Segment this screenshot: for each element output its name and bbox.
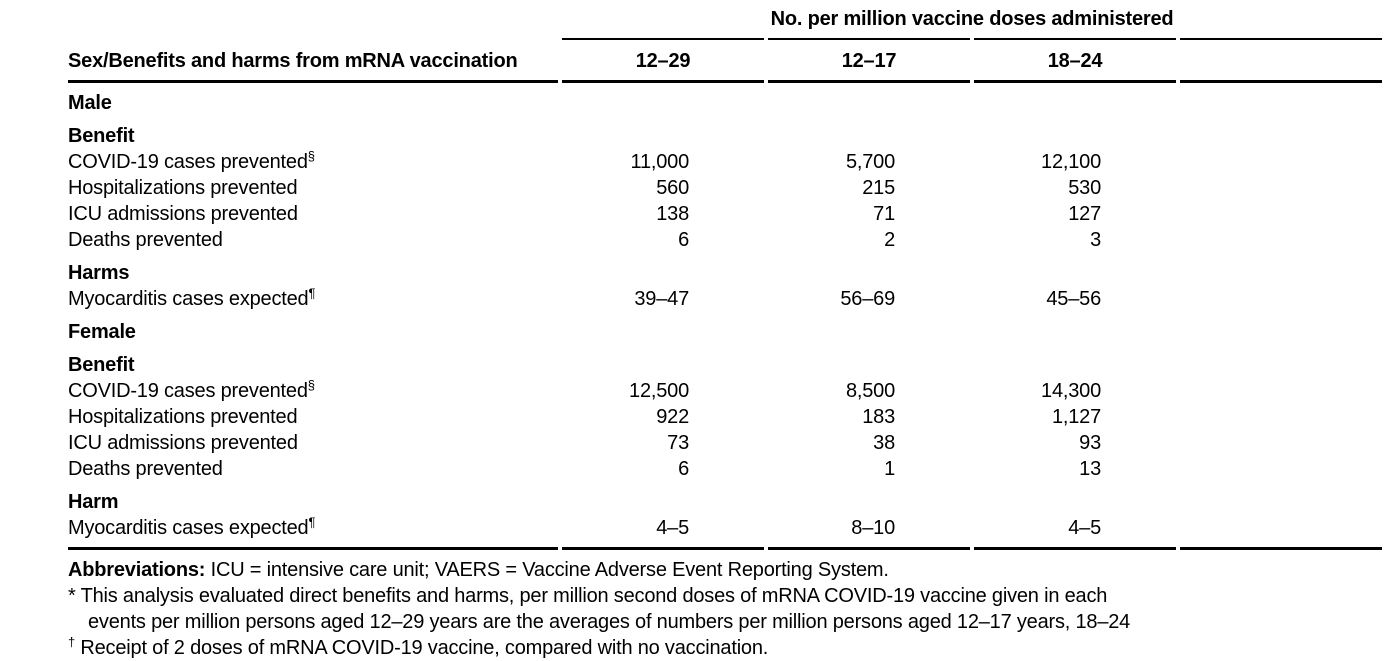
abbreviations-text: ICU = intensive care unit; VAERS = Vaccine Adverse Event Reporting System.: [205, 559, 889, 581]
table-row: [68, 201, 1382, 227]
col-header-18-24: 18–24: [974, 38, 1176, 83]
value-cell: 38: [873, 432, 895, 454]
row-label-text: Myocarditis cases expected: [68, 288, 309, 310]
table-row: [68, 430, 1382, 456]
value-cell: 8–10: [768, 515, 970, 550]
row-label-text: Myocarditis cases expected: [68, 517, 309, 539]
benefits-harms-table: [64, 0, 1386, 550]
value-cell: 6: [678, 458, 689, 480]
col-header-12-17: 12–17: [768, 38, 970, 83]
row-label-text: Deaths prevented: [68, 458, 223, 480]
table-row: [68, 149, 1382, 175]
footnote-asterisk: * This analysis evaluated direct benefits and harms, per million second doses of mRNA COVID-19 vaccine given in each: [68, 585, 1108, 607]
table-row: [68, 515, 1382, 550]
value-cell: 1: [884, 458, 895, 480]
table-row: [68, 378, 1382, 404]
table-row: [68, 286, 1382, 312]
dagger-text: Receipt of 2 doses of mRNA COVID-19 vaccine, compared with no vaccination.: [75, 637, 769, 659]
footnote-asterisk-continuation: events per million persons aged 12–29 years are the averages of numbers per million persons aged 12–17 years, 18–24: [88, 611, 1131, 633]
value-cell: 56–69: [840, 288, 895, 310]
table-row: [68, 175, 1382, 201]
footnote-marker: ¶: [308, 285, 316, 301]
row-label-text: ICU admissions prevented: [68, 432, 298, 454]
group-label: Benefit: [68, 125, 135, 147]
section-row-female: [68, 312, 1382, 345]
group-row-female-harm: [68, 482, 1382, 515]
row-label: [68, 201, 558, 227]
value-cell: 3: [1090, 229, 1101, 251]
value-cell-clipped: [1180, 175, 1382, 201]
section-row-male: [68, 83, 1382, 116]
value-cell-clipped: [1180, 201, 1382, 227]
value-cell: 73: [667, 432, 689, 454]
row-label-text: ICU admissions prevented: [68, 203, 298, 225]
group-label: Harms: [68, 262, 130, 284]
group-row-male-harms: [68, 253, 1382, 286]
value-cell: 39–47: [634, 288, 689, 310]
footnote-dagger: [68, 635, 1136, 661]
row-label: [68, 286, 558, 312]
value-cell: 4–5: [562, 515, 764, 550]
value-cell: 12,500: [629, 380, 689, 402]
column-header-row: [68, 38, 1382, 83]
value-cell: 560: [656, 177, 689, 199]
row-label-text: Hospitalizations prevented: [68, 177, 298, 199]
value-cell: 1,127: [1051, 406, 1101, 428]
value-cell: 5,700: [845, 151, 895, 173]
value-cell: 45–56: [1046, 288, 1101, 310]
value-cell: 93: [1079, 432, 1101, 454]
table-row: [68, 404, 1382, 430]
section-label: Male: [68, 92, 112, 114]
row-label: [68, 378, 558, 404]
value-cell: 530: [1068, 177, 1101, 199]
footnote-marker: §: [307, 377, 315, 393]
group-row-male-benefit: [68, 116, 1382, 149]
column-group-header-row: [68, 0, 1382, 38]
value-cell: 183: [862, 406, 895, 428]
dagger-marker: †: [68, 634, 76, 650]
value-cell: 922: [656, 406, 689, 428]
footnotes: [68, 557, 1136, 661]
value-cell-clipped: [1180, 404, 1382, 430]
row-label: [68, 430, 558, 456]
value-cell: 8,500: [845, 380, 895, 402]
spacer-cell: [68, 0, 558, 38]
value-cell: 138: [656, 203, 689, 225]
value-cell-clipped: [1180, 149, 1382, 175]
value-cell-clipped: [1180, 227, 1382, 253]
abbreviations-note: [68, 557, 1136, 583]
column-group-header: No. per million vaccine doses administered: [770, 8, 1174, 30]
row-label: [68, 456, 558, 482]
row-label-text: COVID-19 cases prevented: [68, 380, 308, 402]
row-label: [68, 227, 558, 253]
value-cell-clipped: [1180, 515, 1382, 550]
section-label: Female: [68, 321, 136, 343]
value-cell: 6: [678, 229, 689, 251]
row-label-text: COVID-19 cases prevented: [68, 151, 308, 173]
value-cell-clipped: [1180, 286, 1382, 312]
value-cell: 12,100: [1041, 151, 1101, 173]
value-cell: 13: [1079, 458, 1101, 480]
row-label-text: Deaths prevented: [68, 229, 223, 251]
row-label-text: Hospitalizations prevented: [68, 406, 298, 428]
footnote-marker: §: [307, 148, 315, 164]
value-cell: 14,300: [1041, 380, 1101, 402]
col-header-clipped: [1180, 38, 1382, 83]
table-row: [68, 227, 1382, 253]
value-cell: 71: [873, 203, 895, 225]
value-cell: 11,000: [630, 151, 689, 173]
value-cell: 127: [1068, 203, 1101, 225]
value-cell-clipped: [1180, 378, 1382, 404]
group-row-female-benefit: [68, 345, 1382, 378]
col-header-12-29: 12–29: [562, 38, 764, 83]
abbreviations-label: Abbreviations:: [68, 559, 206, 581]
value-cell: 2: [884, 229, 895, 251]
footnote-marker: ¶: [308, 514, 316, 530]
group-label: Harm: [68, 491, 119, 513]
table-row: [68, 456, 1382, 482]
group-label: Benefit: [68, 354, 135, 376]
row-label: [68, 404, 558, 430]
row-label: [68, 149, 558, 175]
value-cell: 4–5: [974, 515, 1176, 550]
value-cell-clipped: [1180, 430, 1382, 456]
value-cell: 215: [862, 177, 895, 199]
row-header: Sex/Benefits and harms from mRNA vaccination: [68, 38, 558, 83]
row-label: [68, 515, 558, 550]
value-cell-clipped: [1180, 456, 1382, 482]
row-label: [68, 175, 558, 201]
